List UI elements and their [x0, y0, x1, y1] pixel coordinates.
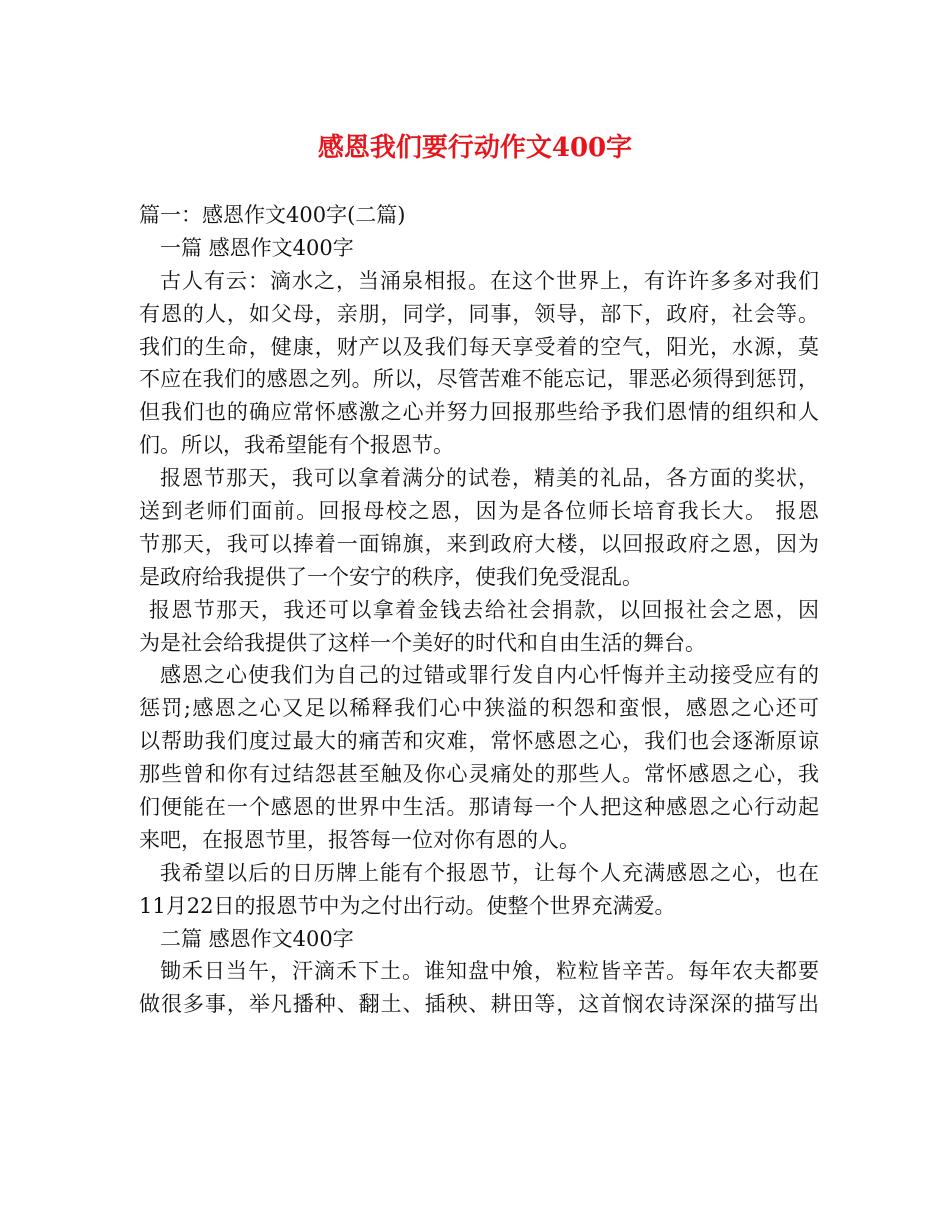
text-line: 送到老师们面前。回报母校之恩，因为是各位师长培育我长大。 报恩 — [139, 499, 819, 524]
text-line: 惩罚;感恩之心又足以稀释我们心中狭溢的积怨和蛮恨，感恩之心还可 — [139, 696, 819, 721]
document-body — [139, 199, 819, 1021]
text-line: 来吧，在报恩节里，报答每一位对你有恩的人。 — [139, 827, 580, 852]
document-title: 感恩我们要行动作文400字 — [317, 133, 633, 163]
text-line: 报恩节那天，我还可以拿着金钱去给社会捐款，以回报社会之恩，因 — [149, 597, 819, 622]
text-line: 我们的生命，健康，财产以及我们每天享受着的空气，阳光，水源，莫 — [139, 334, 819, 359]
text-line: 不应在我们的感恩之列。所以，尽管苦难不能忘记，罪恶必须得到惩罚， — [139, 367, 819, 392]
text-line: 11月22日的报恩节中为之付出行动。使整个世界充满爱。 — [139, 893, 676, 918]
text-line: 做很多事，举凡播种、翻土、插秧、耕田等，这首悯农诗深深的描写出 — [139, 992, 819, 1017]
text-line: 篇一：感恩作文400字(二篇) — [139, 203, 406, 227]
text-line: 节那天，我可以捧着一面锦旗，来到政府大楼，以回报政府之恩，因为 — [139, 531, 819, 556]
text-line: 古人有云：滴水之，当涌泉相报。在这个世界上，有许许多多对我们 — [160, 268, 819, 293]
text-line: 是政府给我提供了一个安宁的秩序，使我们免受混乱。 — [139, 564, 643, 589]
text-line: 锄禾日当午，汗滴禾下土。谁知盘中飧，粒粒皆辛苦。每年农夫都要 — [160, 959, 819, 984]
text-line: 二篇 感恩作文400字 — [160, 926, 354, 951]
text-line: 但我们也的确应常怀感激之心并努力回报那些给予我们恩情的组织和人 — [139, 400, 819, 425]
text-line: 以帮助我们度过最大的痛苦和灾难，常怀感恩之心，我们也会逐渐原谅 — [139, 729, 819, 754]
text-line: 我希望以后的日历牌上能有个报恩节，让每个人充满感恩之心，也在 — [160, 860, 819, 885]
text-line: 感恩之心使我们为自己的过错或罪行发自内心忏悔并主动接受应有的 — [160, 663, 819, 688]
text-line: 们。所以，我希望能有个报恩节。 — [139, 433, 454, 458]
text-line: 为是社会给我提供了这样一个美好的时代和自由生活的舞台。 — [139, 630, 706, 655]
text-line: 一篇 感恩作文400字 — [160, 235, 354, 260]
text-line: 那些曾和你有过结怨甚至触及你心灵痛处的那些人。常怀感恩之心，我 — [139, 762, 819, 787]
text-line: 有恩的人，如父母，亲朋，同学，同事，领导，部下，政府，社会等。 — [139, 301, 819, 326]
text-line: 们便能在一个感恩的世界中生活。那请每一个人把这种感恩之心行动起 — [139, 795, 819, 820]
text-line: 报恩节那天，我可以拿着满分的试卷，精美的礼品，各方面的奖状， — [160, 466, 819, 491]
